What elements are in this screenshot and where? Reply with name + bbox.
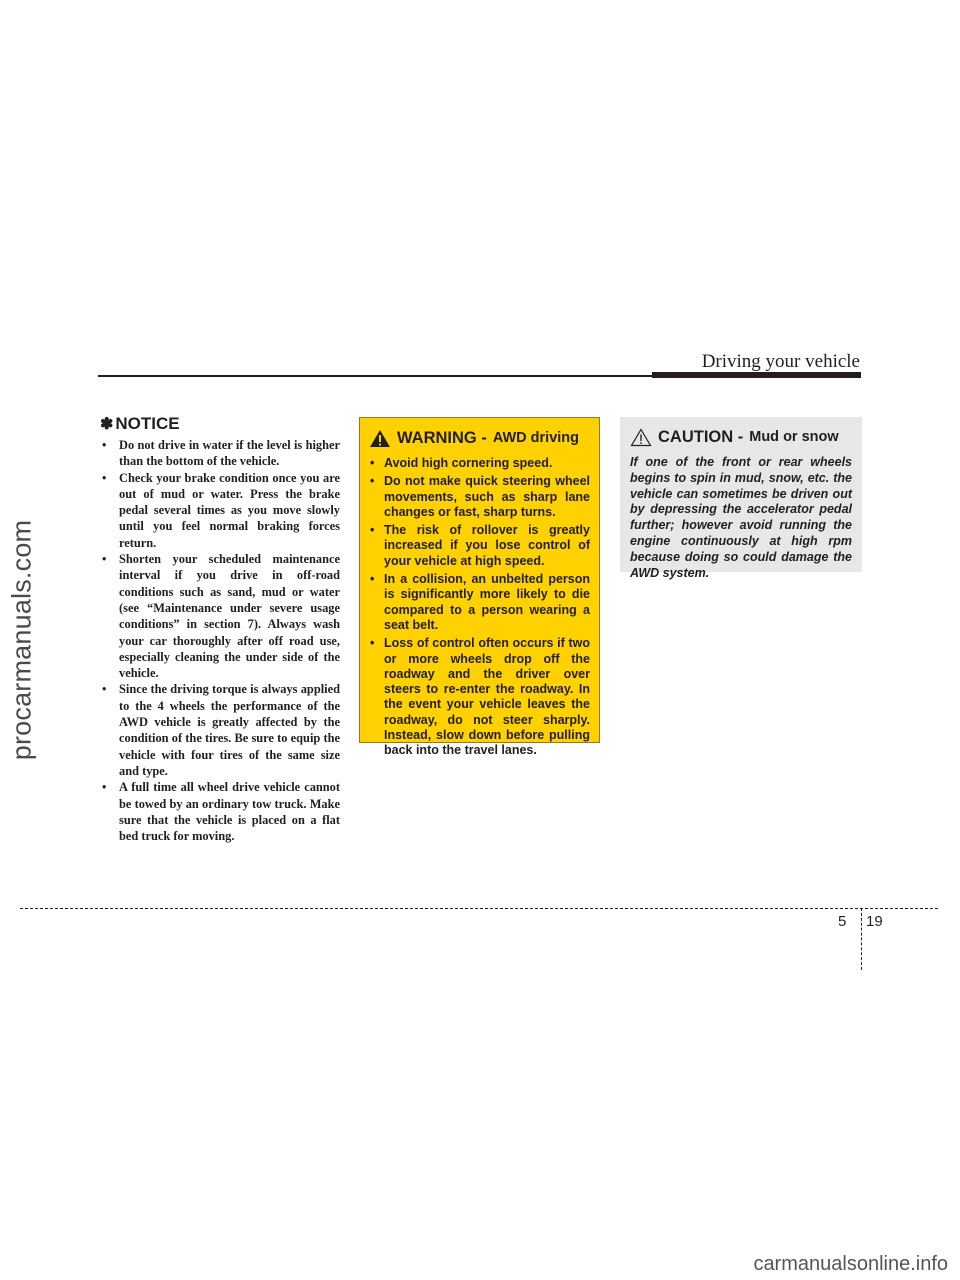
- warning-item: • Loss of control often occurs if two or more wheels drop off the roadway and the driver over steers to re-enter the roadway. In the event your vehicle leaves the roadway, do not steer sharply. Instead, slow down before pulling back into the travel lanes.: [369, 636, 590, 758]
- warning-list: [369, 456, 590, 759]
- page-header-title: Driving your vehicle: [701, 351, 860, 372]
- notice-item: • A full time all wheel drive vehicle cannot be towed by an ordinary tow truck. Make sure that the vehicle is placed on a flat bed truck for moving.: [100, 779, 340, 844]
- notice-item: • Since the driving torque is always applied to the 4 wheels the performance of the AWD vehicle is greatly affected by the condition of the tires. Be sure to equip the vehicle with four tires of the same size and type.: [100, 681, 340, 779]
- caution-box: [620, 417, 862, 580]
- page-number: 19: [866, 913, 883, 930]
- asterisk-icon: ✽: [100, 416, 114, 433]
- caution-heading: [630, 425, 852, 449]
- warning-box: [359, 417, 600, 758]
- warning-triangle-icon: [369, 429, 391, 448]
- caution-body: If one of the front or rear wheels begins to spin in mud, snow, etc. the vehicle can sometimes be driven out by depressing the accelerator pedal further; however avoid running the engine continuously at high rpm because doing so could damage the AWD system.: [630, 455, 852, 580]
- bottom-watermark: carmanualsonline.info: [753, 1253, 948, 1275]
- warning-subject: AWD driving: [492, 430, 580, 446]
- notice-item: • Check your brake condition once you are out of mud or water. Press the brake pedal several times as you move slowly until you feel normal braking forces return.: [100, 470, 340, 551]
- notice-title: NOTICE: [115, 414, 180, 433]
- caution-label: CAUTION -: [658, 428, 744, 446]
- header-rule-accent: [652, 372, 861, 378]
- warning-item: • In a collision, an unbelted person is significantly more likely to die compared to a person wearing a seat belt.: [369, 572, 590, 633]
- warning-item: • Do not make quick steering wheel movements, such as sharp lane changes or fast, sharp turns.: [369, 474, 590, 520]
- warning-heading: [369, 426, 590, 450]
- warning-item: • Avoid high cornering speed.: [369, 456, 590, 471]
- warning-label: WARNING -: [397, 429, 487, 447]
- notice-item: • Shorten your scheduled maintenance interval if you drive in off-road conditions such as sand, mud or water (see “Maintenance under severe usage conditions” in section 7). Always wash your car thoroughly after off road use, especially cleaning the under side of the vehicle.: [100, 551, 340, 681]
- chapter-number: 5: [838, 913, 847, 930]
- footer-divider: [861, 908, 862, 970]
- side-watermark: [0, 0, 44, 1280]
- side-watermark-text: procarmanuals.com: [6, 519, 37, 761]
- warning-item: • The risk of rollover is greatly increased if you lose control of your vehicle at high speed.: [369, 523, 590, 569]
- notice-heading: [100, 414, 340, 435]
- caution-triangle-icon: [630, 428, 652, 447]
- caution-subject: Mud or snow: [749, 429, 839, 445]
- notice-list: [100, 437, 340, 844]
- notice-section: [100, 414, 340, 844]
- footer-rule: [20, 908, 938, 909]
- notice-item: • Do not drive in water if the level is higher than the bottom of the vehicle.: [100, 437, 340, 470]
